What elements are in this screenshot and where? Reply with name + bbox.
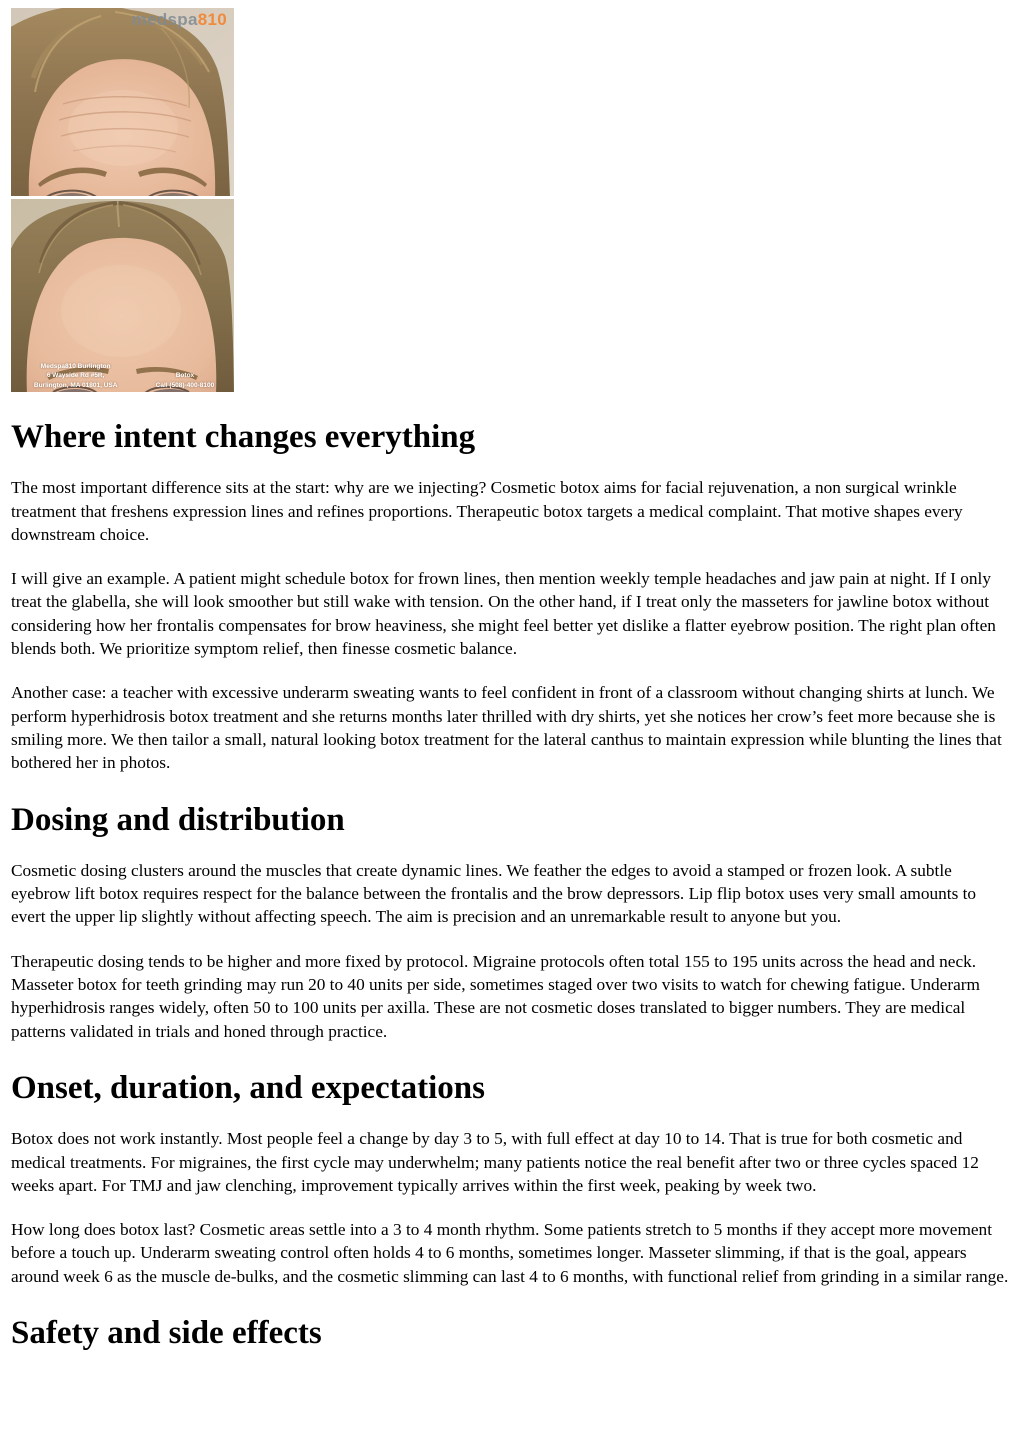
before-photo <box>11 8 234 196</box>
medspa810-logo <box>132 10 227 30</box>
caption-street: 6 Wayside Rd #5R, <box>46 372 105 379</box>
caption-clinic-name: Medspa810 Burlington <box>40 362 111 370</box>
paragraph-intent-3: Another case: a teacher with excessive underarm sweating wants to feel confident in front of a classroom without changing shirts at lunch. We perform hyperhidrosis botox treatment and she returns months later thrilled with dry shirts, yet she notices her crow’s feet more because she is smiling more. We then tailor a small, natural looking botox treatment for the lateral canthus to maintain expression while blunting the lines that bothered her in photos. <box>11 683 1002 773</box>
paragraph-intent-2: I will give an example. A patient might schedule botox for frown lines, then mention weekly temple headaches and jaw pain at night. If I only treat the glabella, she will look smoother but still wake with tension. On the other hand, if I treat only the masseters for jawline botox without considering how her frontalis compensates for brow heaviness, she might feel better yet dislike a flatter eyebrow position. The right plan often blends both. We prioritize symptom relief, then finesse cosmetic balance. <box>11 569 996 659</box>
section-heading-intent: Where intent changes everything <box>11 419 476 455</box>
logo-810-text: 810 <box>197 10 227 29</box>
clinic-address-caption <box>18 362 134 391</box>
section-heading-dosing: Dosing and distribution <box>11 801 345 838</box>
paragraph-onset-1: Botox does not work instantly. Most people feel a change by day 3 to 5, with full effect at day 10 to 14. That is true for both cosmetic and medical treatments. For migraines, the first cycle may underwhelm; many patients notice the real benefit after two or three cycles spaced 12 weeks apart. For TMJ and jaw clenching, improvement typically arrives within the first week, peaking by week two. <box>11 1129 979 1195</box>
after-photo <box>11 199 234 392</box>
section-heading-onset: Onset, duration, and expectations <box>11 1069 485 1106</box>
paragraph-intent-1: The most important difference sits at the start: why are we injecting? Cosmetic botox aims for facial rejuvenation, a non surgical wrinkle treatment that freshens expression lines and refines proportions. Therapeutic botox targets a medical complaint. That motive shapes every downstream choice. <box>11 478 963 544</box>
caption-city: Burlington, MA 01801, USA <box>33 381 118 389</box>
paragraph-dosing-2: Therapeutic dosing tends to be higher and more fixed by protocol. Migraine protocols often total 155 to 195 units across the head and neck. Masseter botox for teeth grinding may run 20 to 40 units per side, sometimes staged over two visits to watch for chewing fatigue. Underarm hyperhidrosis ranges widely, often 50 to 100 units per axilla. These are not cosmetic doses translated to bigger numbers. They are medical patterns validated in trials and honed through practice. <box>11 951 980 1041</box>
clinic-contact-caption <box>138 371 232 390</box>
before-photo-illustration <box>11 8 234 196</box>
section-heading-safety: Safety and side effects <box>11 1315 322 1352</box>
before-after-figure <box>11 8 234 392</box>
caption-treatment: Botox <box>175 372 195 379</box>
paragraph-dosing-1: Cosmetic dosing clusters around the muscles that create dynamic lines. We feather the edges to avoid a stamped or frozen look. A subtle eyebrow lift botox requires respect for the balance between the frontalis and the brow depressors. Lip flip botox uses very small amounts to evert the upper lip slightly without affecting speech. The aim is precision and an unremarkable result to anyone but you. <box>11 860 977 927</box>
logo-medspa-text: medspa <box>131 10 198 29</box>
paragraph-onset-2: How long does botox last? Cosmetic areas settle into a 3 to 4 month rhythm. Some patients stretch to 5 months if they accept more movement before a touch up. Underarm sweating control often holds 4 to 6 months, sometimes longer. Masseter slimming, if that is the goal, appears around week 6 as the muscle de-bulks, and the cosmetic slimming can last 4 to 6 months, with functional relief from grinding in a similar range. <box>11 1220 1009 1286</box>
caption-phone: Call (508)-400-8100 <box>155 381 215 389</box>
